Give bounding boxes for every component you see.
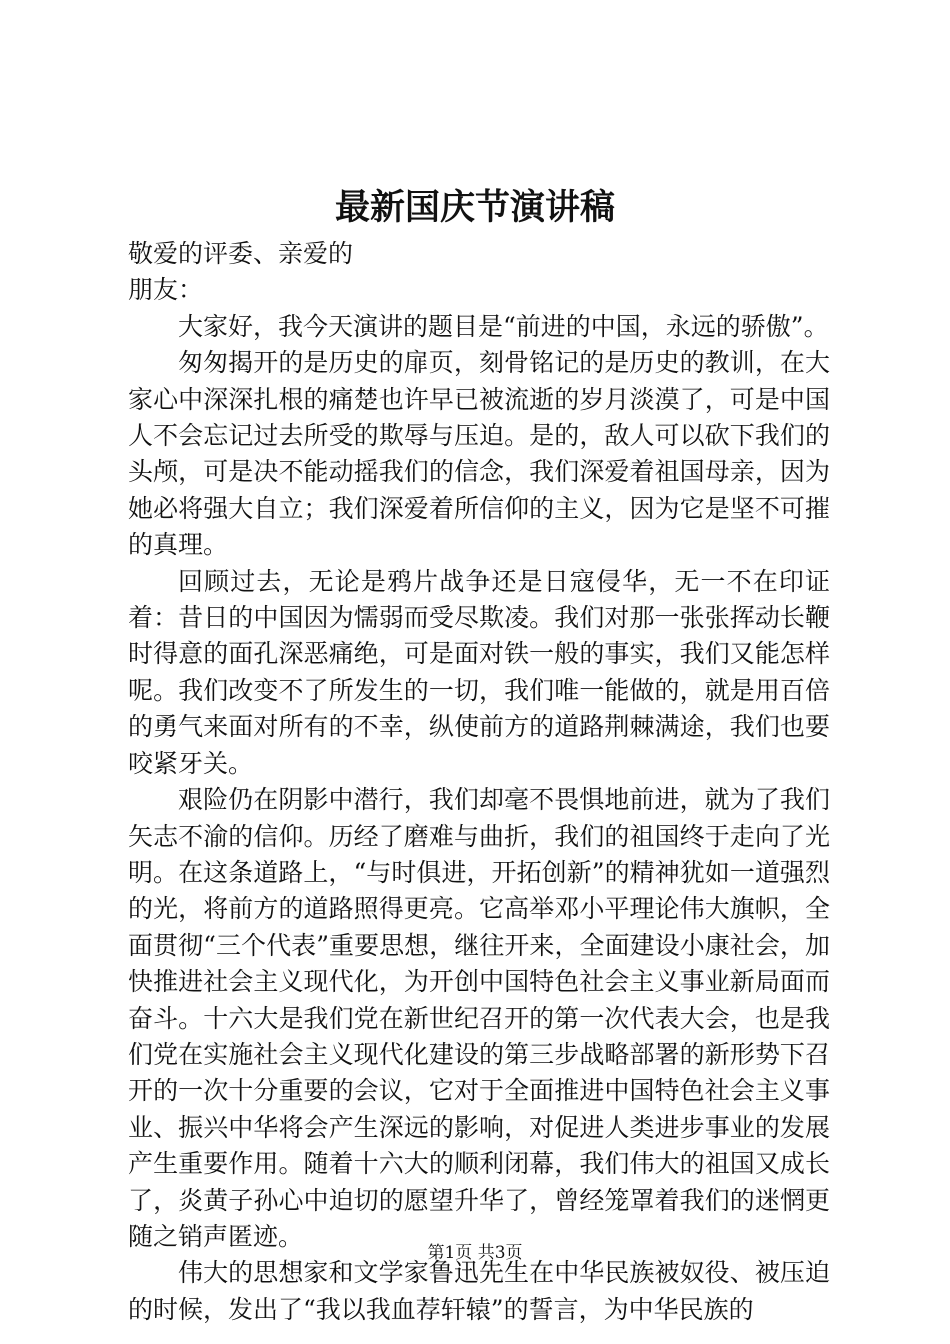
page-footer: 第1页 共3页 xyxy=(427,1243,523,1263)
paragraph-review: 回顾过去，无论是鸦片战争还是日寇侵华，无一不在印证着：昔日的中国因为懦弱而受尽欺凌。我们对那一张张挥动长鞭时得意的面孔深恶痛绝，可是面对铁一般的事实，我们又能怎样呢。我们改变不了所发生的一切，我们唯一能做的，就是用百倍的勇气来面对所有的不幸，纵使前方的道路荆棘满途，我们也要咬紧牙关。 xyxy=(128,566,830,778)
greeting-line-1: 敬爱的评委、亲爱的 xyxy=(128,239,354,268)
document-body xyxy=(128,236,830,1328)
paragraph-progress: 艰险仍在阴影中潜行，我们却毫不畏惧地前进，就为了我们矢志不渝的信仰。历经了磨难与曲折，我们的祖国终于走向了光明。在这条道路上，“与时俱进，开拓创新”的精神犹如一道强烈的光，将前方的道路照得更亮。它高举邓小平理论伟大旗帜，全面贯彻“三个代表”重要思想，继往开来，全面建设小康社会，加快推进社会主义现代化，为开创中国特色社会主义事业新局面而奋斗。十六大是我们党在新世纪召开的第一次代表大会，也是我们党在实施社会主义现代化建设的第三步战略部署的新形势下召开的一次十分重要的会议，它对于全面推进中国特色社会主义事业、振兴中华将会产生深远的影响，对促进人类进步事业的发展产生重要作用。随着十六大的顺利闭幕，我们伟大的祖国又成长了，炎黄子孙心中迫切的愿望升华了，曾经笼罩着我们的迷惘更随之销声匿迹。 xyxy=(128,785,830,1251)
greeting-line-2: 朋友： xyxy=(128,275,204,305)
paragraph-luxun: 伟大的思想家和文学家鲁迅先生在中华民族被奴役、被压迫的时候，发出了“我以我血荐轩辕”的誓言，为中华民族的 xyxy=(128,1258,830,1324)
paragraph-history: 匆匆揭开的是历史的扉页，刻骨铭记的是历史的教训，在大家心中深深扎根的痛楚也许早已被流逝的岁月淡漠了，可是中国人不会忘记过去所受的欺辱与压迫。是的，敌人可以砍下我们的头颅，可是决不能动摇我们的信念，我们深爱着祖国母亲，因为她必将强大自立；我们深爱着所信仰的主义，因为它是坚不可摧的真理。 xyxy=(128,348,830,560)
document-title: 最新国庆节演讲稿 xyxy=(334,187,615,228)
paragraph-intro: 大家好，我今天演讲的题目是“前进的中国，永远的骄傲”。 xyxy=(178,311,829,341)
